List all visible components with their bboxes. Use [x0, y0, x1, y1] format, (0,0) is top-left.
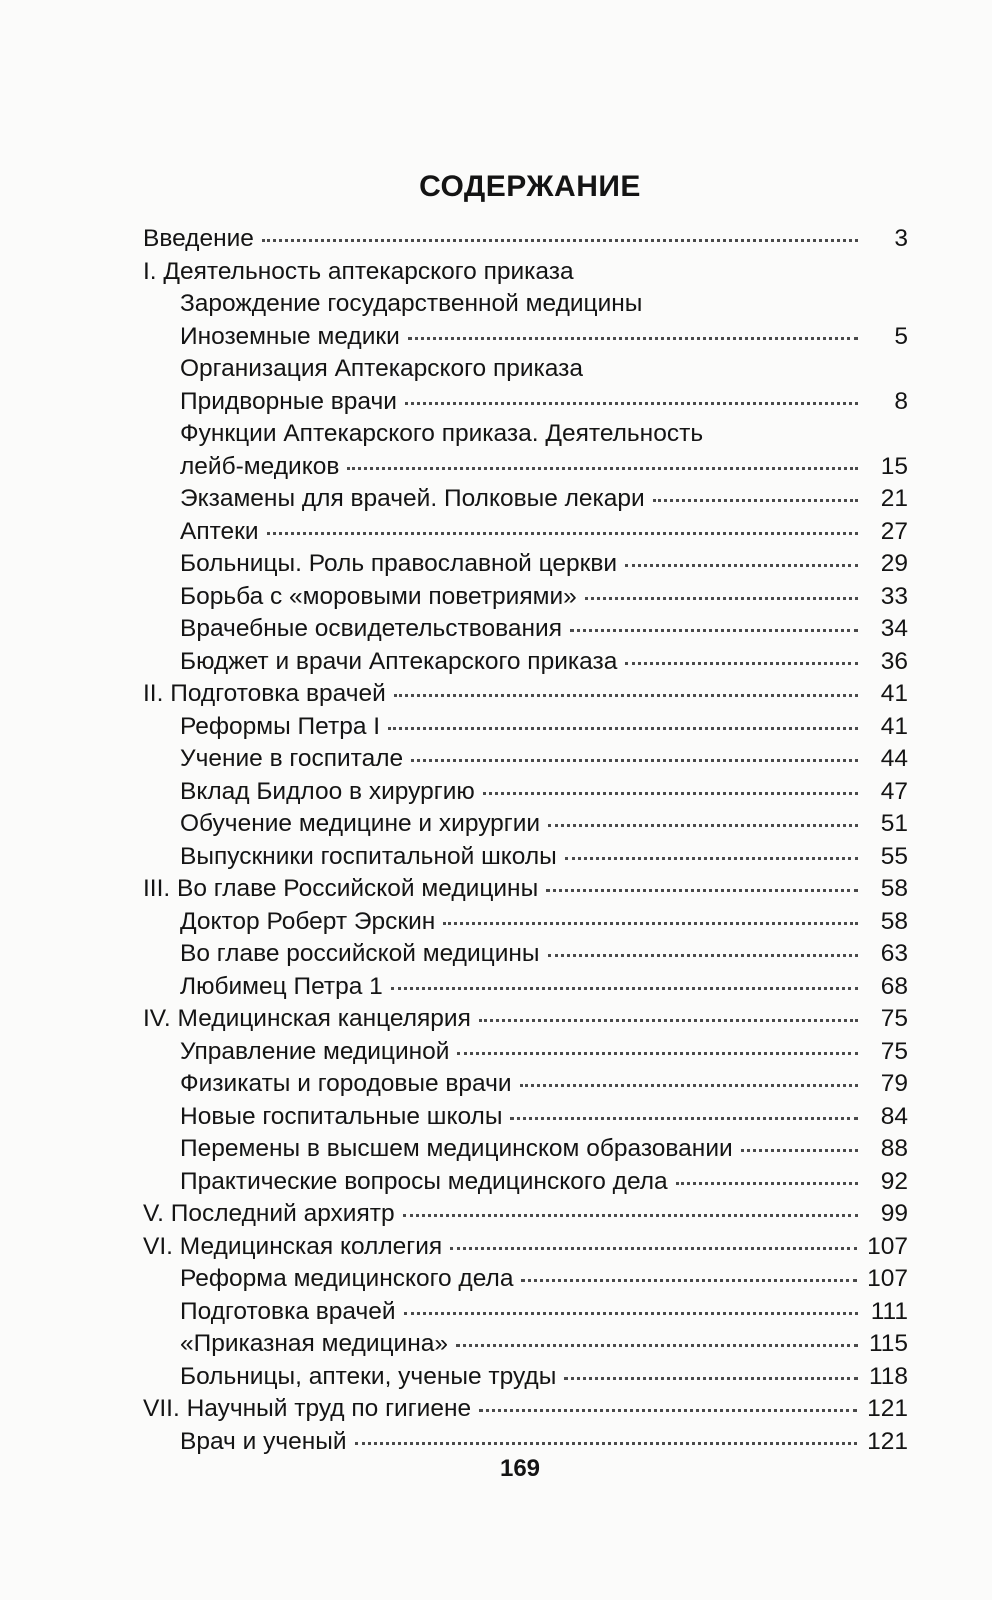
- toc-entry-page: 121: [867, 1395, 908, 1422]
- dot-leader: [347, 467, 858, 470]
- dot-leader: [404, 1312, 858, 1315]
- toc-entry-page: 92: [880, 1167, 908, 1195]
- toc-entry: [143, 906, 908, 939]
- toc-entry-title: Организация Аптекарского приказа: [180, 355, 584, 382]
- toc-entry: [143, 1328, 908, 1361]
- toc-entry-title: Учение в госпитале: [180, 745, 404, 772]
- toc-entry-page: 79: [880, 1070, 908, 1097]
- dot-leader: [483, 792, 858, 795]
- dot-leader: [521, 1279, 857, 1282]
- toc-entry: [143, 288, 908, 321]
- toc-entry-page: 15: [880, 452, 908, 480]
- dot-leader: [565, 857, 858, 860]
- toc-entry-page: 75: [880, 1037, 908, 1065]
- dot-leader: [653, 499, 858, 502]
- dot-leader: [443, 922, 858, 925]
- toc-entry-title: Введение: [143, 225, 254, 252]
- toc-entry-page: 51: [880, 810, 908, 837]
- toc-entry-title: Врач и ученый: [180, 1427, 347, 1455]
- toc-entry-page: 84: [880, 1102, 908, 1130]
- dot-leader: [676, 1182, 858, 1185]
- toc-entry: [143, 1426, 908, 1459]
- toc-entry: [143, 646, 908, 679]
- toc-entry-page: 5: [894, 322, 908, 350]
- toc-entry-page: 27: [880, 517, 908, 545]
- toc-entry-title: Реформы Петра I: [180, 712, 381, 740]
- toc-entry-title: Больницы. Роль православной церкви: [180, 550, 618, 577]
- dot-leader: [405, 402, 858, 405]
- toc-entry-page: 34: [880, 615, 908, 642]
- toc-entry: [143, 1133, 908, 1166]
- toc-entry-page: 115: [868, 1330, 908, 1357]
- toc-entry: [143, 548, 908, 581]
- dot-leader: [625, 662, 858, 665]
- toc-entry-title: IV. Медицинская канцелярия: [143, 1005, 471, 1032]
- dot-leader: [479, 1019, 858, 1022]
- toc-entry-title: Аптеки: [180, 517, 259, 545]
- dot-leader: [408, 337, 858, 340]
- dot-leader: [570, 629, 858, 632]
- toc-entry-page: 107: [867, 1265, 908, 1292]
- toc-entry-title: Экзамены для врачей. Полковые лекари: [180, 485, 645, 512]
- dot-leader: [355, 1442, 858, 1445]
- toc-entry-page: 47: [880, 777, 908, 805]
- toc-entry-title: Обучение медицине и хирургии: [180, 810, 541, 837]
- dot-leader: [456, 1344, 858, 1347]
- toc-entry-page: 21: [880, 485, 908, 512]
- dot-leader: [450, 1247, 857, 1250]
- toc-entry-page: 58: [880, 875, 908, 902]
- toc-entry-title: VII. Научный труд по гигиене: [143, 1395, 472, 1422]
- toc-entry: [143, 776, 908, 809]
- toc-entry-page: 55: [880, 842, 908, 870]
- toc-entry-page: 111: [870, 1297, 908, 1325]
- table-of-contents: [143, 223, 908, 1458]
- toc-entry-page: 121: [867, 1427, 908, 1455]
- toc-entry: [143, 516, 908, 549]
- toc-entry: [143, 386, 908, 419]
- toc-entry-title: V. Последний архиятр: [143, 1200, 395, 1227]
- dot-leader: [394, 694, 858, 697]
- toc-entry: [143, 418, 908, 451]
- toc-entry: [143, 1068, 908, 1101]
- dot-leader: [262, 239, 858, 242]
- toc-entry: [143, 256, 908, 289]
- toc-entry: [143, 321, 908, 354]
- dot-leader: [520, 1084, 858, 1087]
- toc-entry-title: Управление медициной: [180, 1037, 450, 1065]
- toc-entry: [143, 678, 908, 711]
- toc-entry: [143, 873, 908, 906]
- dot-leader: [388, 727, 858, 730]
- toc-entry-page: 29: [880, 550, 908, 577]
- toc-entry-title: Борьба с «моровыми поветриями»: [180, 582, 577, 610]
- toc-entry-title: Практические вопросы медицинского дела: [180, 1167, 668, 1195]
- toc-entry-title: Доктор Роберт Эрскин: [180, 907, 436, 935]
- toc-entry: [143, 808, 908, 841]
- toc-entry: [143, 711, 908, 744]
- toc-entry-page: 63: [880, 940, 908, 967]
- dot-leader: [510, 1117, 858, 1120]
- toc-entry-title: Придворные врачи: [180, 387, 397, 415]
- toc-entry-title: III. Во главе Российской медицины: [143, 875, 539, 902]
- toc-entry-page: 118: [868, 1362, 908, 1390]
- dot-leader: [267, 532, 858, 535]
- toc-entry: [143, 1393, 908, 1426]
- toc-entry-title: Больницы, аптеки, ученые труды: [180, 1362, 557, 1390]
- toc-entry: [143, 743, 908, 776]
- dot-leader: [625, 564, 858, 567]
- dot-leader: [546, 889, 858, 892]
- toc-entry: [143, 938, 908, 971]
- toc-entry: [143, 353, 908, 386]
- toc-entry: [143, 1166, 908, 1199]
- toc-entry-page: 8: [894, 387, 908, 415]
- toc-entry-title: I. Деятельность аптекарского приказа: [143, 257, 574, 285]
- page-number: 169: [499, 1455, 541, 1482]
- dot-leader: [403, 1214, 858, 1217]
- toc-entry-page: 58: [880, 907, 908, 935]
- toc-entry: [143, 451, 908, 484]
- toc-entry-page: 33: [880, 582, 908, 610]
- toc-entry: [143, 1003, 908, 1036]
- toc-entry-page: 36: [880, 647, 908, 675]
- toc-entry-page: 107: [867, 1232, 908, 1260]
- toc-entry: [143, 1101, 908, 1134]
- toc-entry: [143, 841, 908, 874]
- toc-entry-title: Зарождение государственной медицины: [180, 290, 643, 317]
- toc-entry-page: 88: [880, 1135, 908, 1162]
- toc-entry-title: VI. Медицинская коллегия: [143, 1232, 443, 1260]
- toc-entry: [143, 1198, 908, 1231]
- toc-entry-title: Новые госпитальные школы: [180, 1102, 503, 1130]
- toc-entry-title: Функции Аптекарского приказа. Деятельность: [180, 420, 704, 447]
- toc-entry: [143, 1263, 908, 1296]
- dot-leader: [564, 1377, 858, 1380]
- dot-leader: [391, 987, 858, 990]
- dot-leader: [411, 759, 858, 762]
- toc-entry-title: Любимец Петра 1: [180, 972, 383, 1000]
- toc-entry-title: Иноземные медики: [180, 322, 400, 350]
- page-title: СОДЕРЖАНИЕ: [419, 170, 641, 203]
- dot-leader: [457, 1052, 858, 1055]
- toc-entry-title: Во главе российской медицины: [180, 940, 540, 967]
- toc-entry: [143, 581, 908, 614]
- toc-entry-title: лейб-медиков: [180, 452, 340, 480]
- toc-entry: [143, 223, 908, 256]
- toc-entry-page: 75: [880, 1005, 908, 1032]
- toc-entry-page: 44: [880, 745, 908, 772]
- toc-entry: [143, 1361, 908, 1394]
- toc-entry-title: Перемены в высшем медицинском образовании: [180, 1135, 733, 1162]
- toc-entry-page: 41: [880, 680, 908, 707]
- toc-entry-page: 41: [880, 712, 908, 740]
- toc-entry: [143, 483, 908, 516]
- toc-entry: [143, 1296, 908, 1329]
- toc-entry: [143, 1231, 908, 1264]
- toc-entry-title: Выпускники госпитальной школы: [180, 842, 557, 870]
- toc-entry: [143, 971, 908, 1004]
- toc-entry-page: 99: [880, 1200, 908, 1227]
- toc-entry-page: 3: [894, 225, 908, 252]
- toc-entry-title: Бюджет и врачи Аптекарского приказа: [180, 647, 618, 675]
- toc-entry-title: Вклад Бидлоо в хирургию: [180, 777, 475, 805]
- toc-entry-title: «Приказная медицина»: [180, 1330, 449, 1357]
- toc-entry-title: Подготовка врачей: [180, 1297, 396, 1325]
- dot-leader: [479, 1409, 857, 1412]
- toc-entry-title: Реформа медицинского дела: [180, 1265, 514, 1292]
- toc-entry-title: II. Подготовка врачей: [143, 680, 386, 707]
- dot-leader: [585, 597, 858, 600]
- dot-leader: [548, 824, 858, 827]
- toc-entry-page: 68: [880, 972, 908, 1000]
- toc-entry: [143, 1036, 908, 1069]
- dot-leader: [741, 1149, 858, 1152]
- toc-entry: [143, 613, 908, 646]
- toc-entry-title: Физикаты и городовые врачи: [180, 1070, 512, 1097]
- toc-entry-title: Врачебные освидетельствования: [180, 615, 562, 642]
- dot-leader: [548, 954, 858, 957]
